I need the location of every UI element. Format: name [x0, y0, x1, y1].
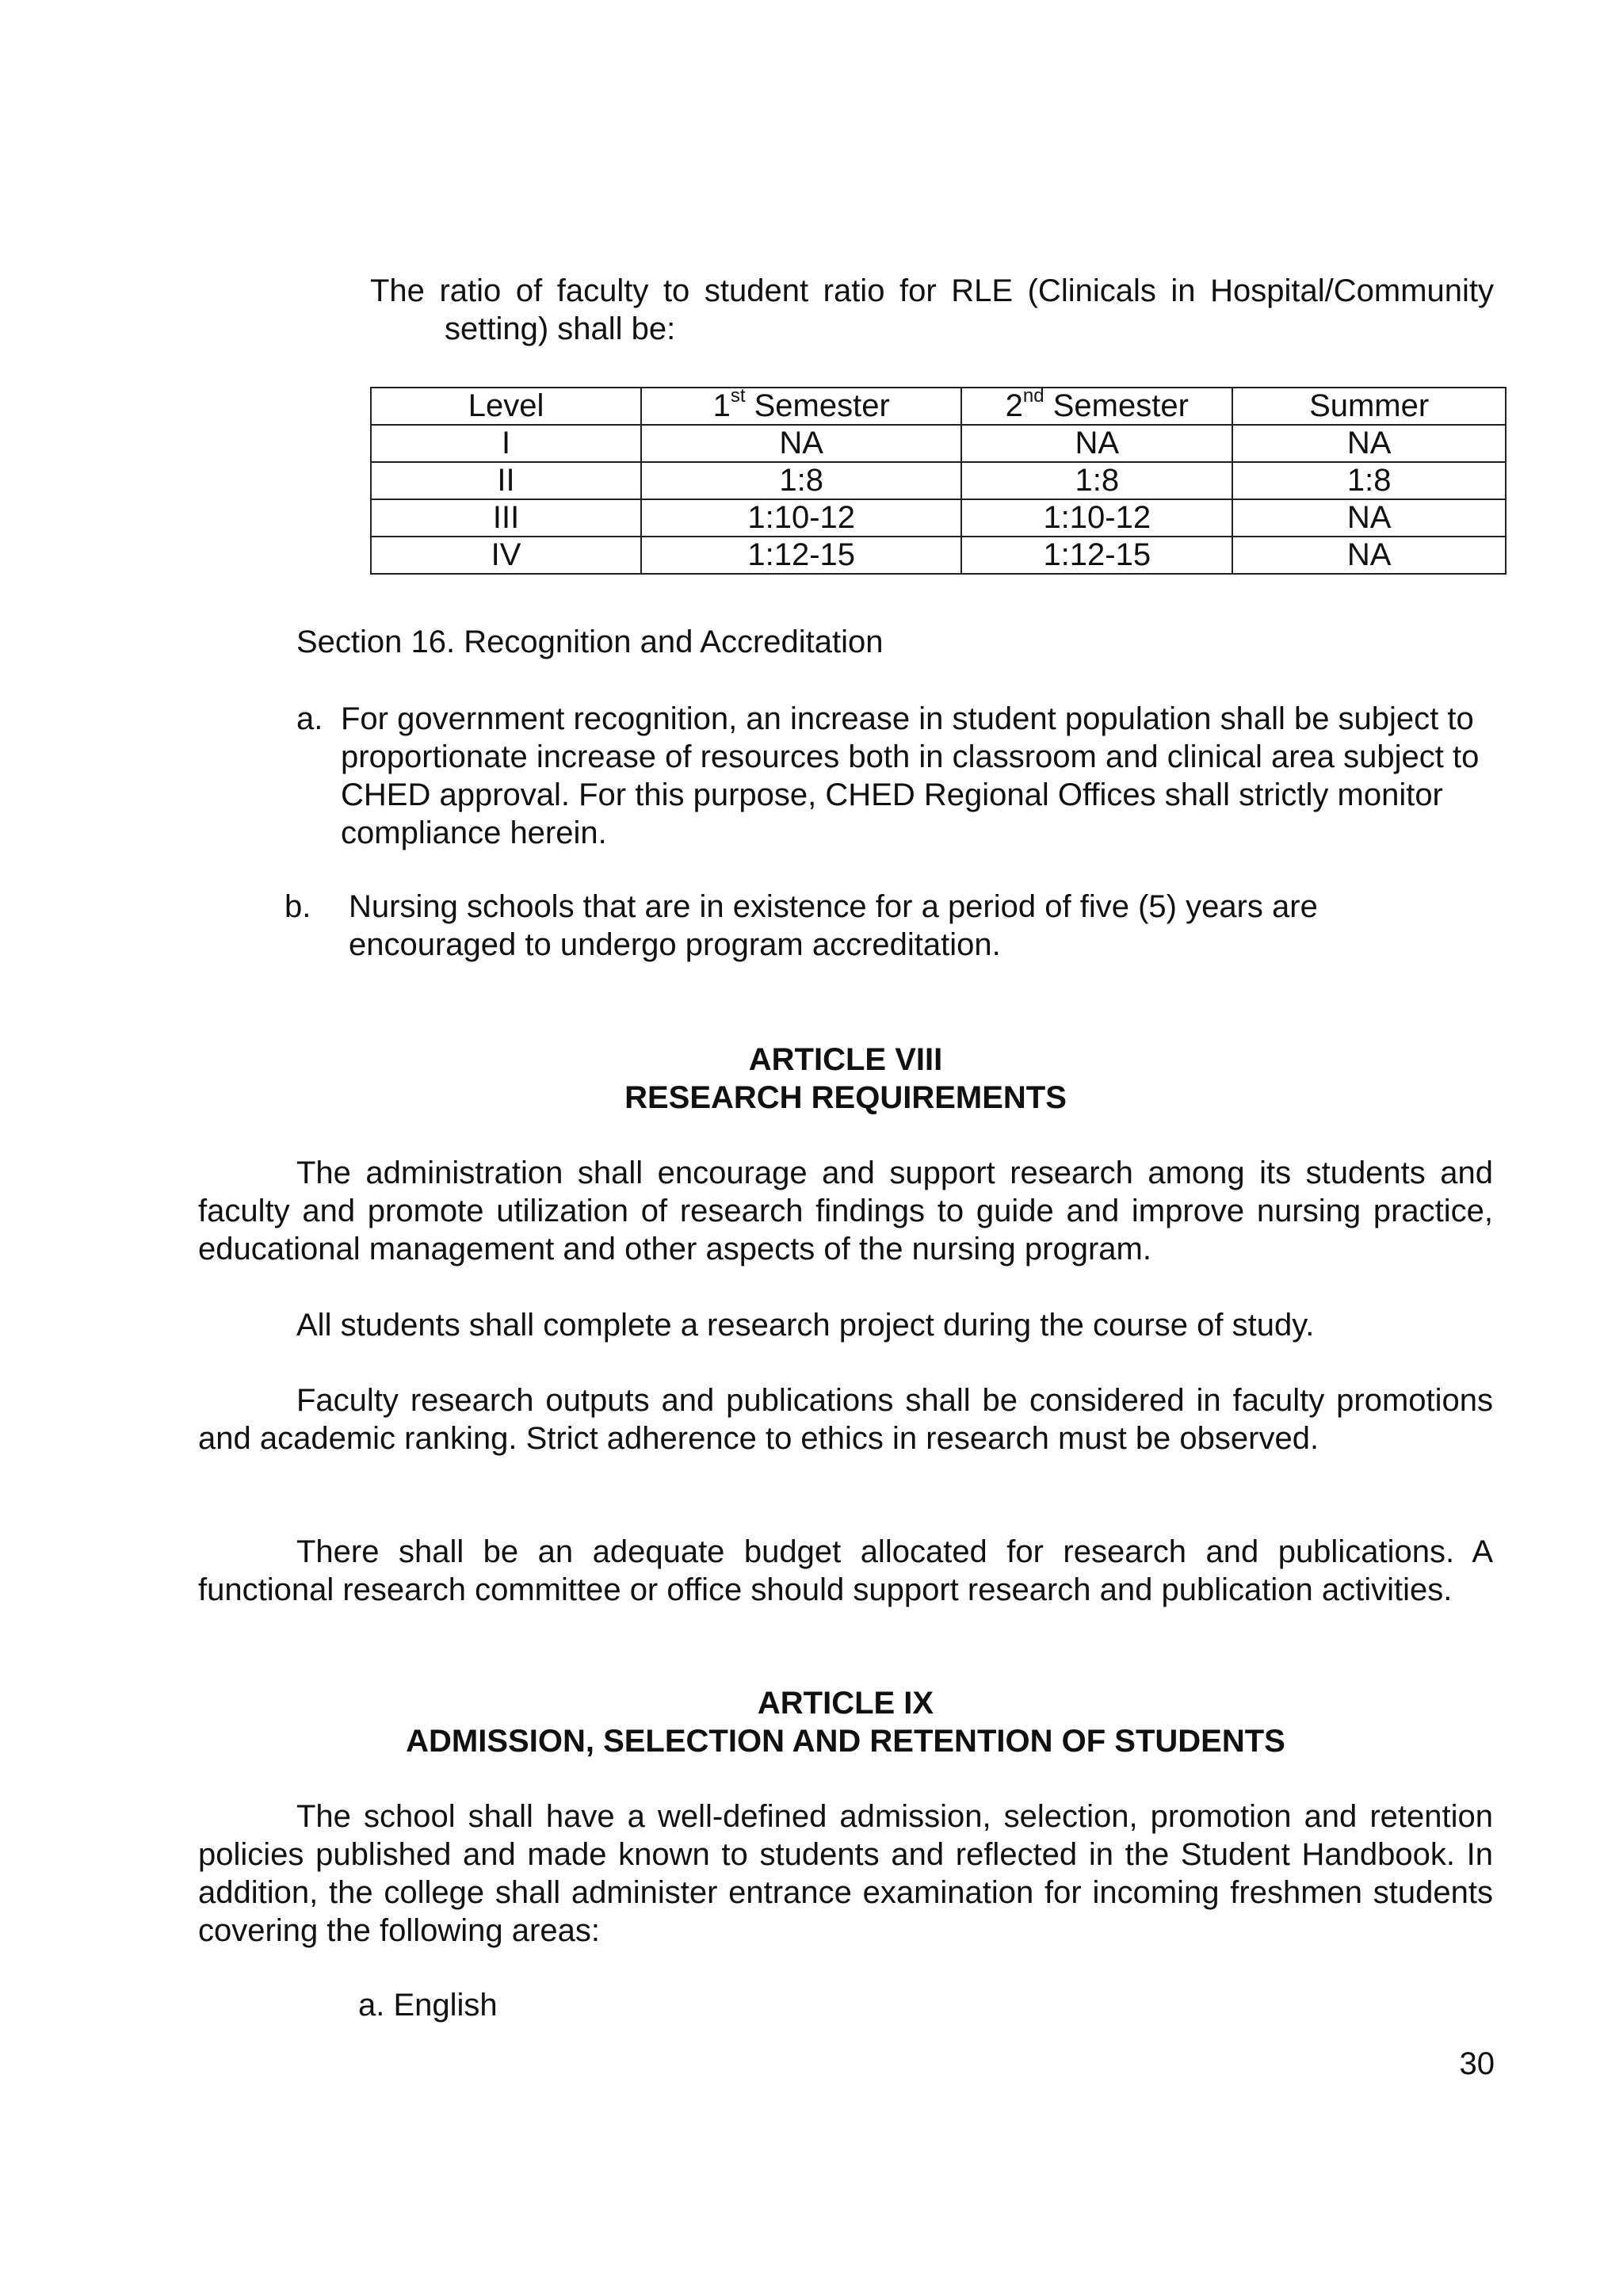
list-marker: b. [285, 889, 311, 924]
paragraph: The school shall have a well-defined admission, selection, promotion and retention policies published and made known to students and reflected in the Student Handbook. In addition, the college shall administer entrance examination for incoming freshmen students covering the following areas: [198, 1799, 1493, 1948]
section-16-item-a [296, 700, 1493, 852]
cell-second-semester: 1:12-15 [961, 537, 1232, 574]
page-number: 30 [1459, 2046, 1495, 2081]
paragraph: There shall be an adequate budget allocated for research and publications. A functional research committee or office should support research and publication activities. [198, 1534, 1493, 1607]
cell-second-semester: NA [961, 425, 1232, 462]
cell-level: IV [371, 537, 641, 574]
paragraph: Faculty research outputs and publications shall be considered in faculty promotions and academic ranking. Strict adherence to ethics in research must be observed. [198, 1383, 1493, 1456]
header-level: Level [371, 388, 641, 425]
article-title: ADMISSION, SELECTION AND RETENTION OF STUDENTS [406, 1724, 1285, 1759]
article-9-heading [198, 1684, 1493, 1760]
list-item-text: Nursing schools that are in existence for a period of five (5) years are encouraged to undergo program accreditation. [349, 889, 1318, 962]
intro-line-2: setting) shall be: [445, 311, 676, 346]
article-8-heading [198, 1041, 1493, 1117]
table-row [371, 425, 1506, 462]
cell-summer: NA [1232, 499, 1506, 537]
cell-level: III [371, 499, 641, 537]
list-marker: a. [296, 701, 323, 736]
cell-summer: NA [1232, 537, 1506, 574]
cell-first-semester: NA [641, 425, 961, 462]
intro-line-1: The ratio of faculty to student ratio for RLE (Clinicals in Hospital/Community [370, 273, 1494, 308]
table-row [371, 499, 1506, 537]
cell-second-semester: 1:10-12 [961, 499, 1232, 537]
section-16-title: Section 16. Recognition and Accreditation [296, 625, 884, 659]
table-row [371, 537, 1506, 574]
header-summer: Summer [1232, 388, 1506, 425]
cell-first-semester: 1:12-15 [641, 537, 961, 574]
table-header-row [371, 388, 1506, 425]
cell-second-semester: 1:8 [961, 462, 1232, 499]
list-item-text: For government recognition, an increase in student population shall be subject to proportionate increase of resources both in classroom and clinical area subject to CHED approval. For this purpose, CHED Regional Offices shall strictly monitor compliance herein. [341, 701, 1480, 850]
paragraph: The administration shall encourage and support research among its students and faculty and promote utilization of research findings to guide and improve nursing practice, educational management and other aspects of the nursing program. [198, 1156, 1493, 1266]
header-second-semester: 2nd Semester [961, 388, 1232, 425]
article-number: ARTICLE IX [757, 1686, 934, 1721]
cell-first-semester: 1:8 [641, 462, 961, 499]
cell-summer: NA [1232, 425, 1506, 462]
section-16-item-b [285, 888, 1493, 964]
list-item: a. English [358, 1988, 498, 2023]
paragraph: All students shall complete a research project during the course of study. [296, 1308, 1315, 1343]
cell-level: I [371, 425, 641, 462]
intro-paragraph [370, 272, 1494, 348]
article-title: RESEARCH REQUIREMENTS [624, 1080, 1067, 1115]
table-row [371, 462, 1506, 499]
header-first-semester: 1st Semester [641, 388, 961, 425]
article-number: ARTICLE VIII [748, 1042, 943, 1077]
faculty-student-ratio-table [370, 387, 1507, 575]
cell-summer: 1:8 [1232, 462, 1506, 499]
cell-first-semester: 1:10-12 [641, 499, 961, 537]
cell-level: II [371, 462, 641, 499]
